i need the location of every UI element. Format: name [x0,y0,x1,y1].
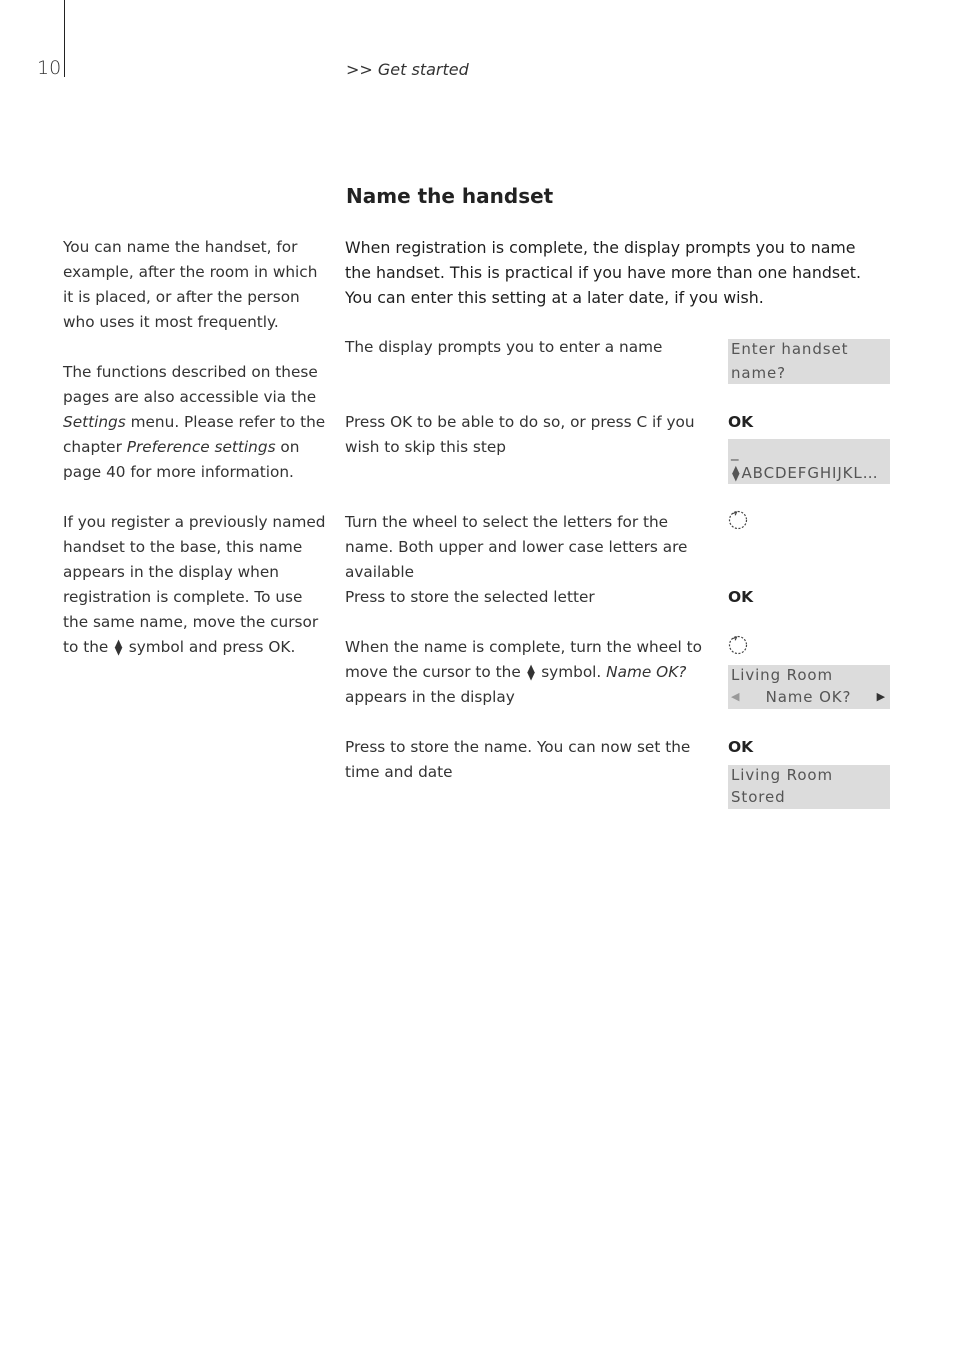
display-enter-name [728,339,890,384]
sidebar-text: menu. Please refer to the chapter [63,413,326,456]
step-text: symbol. [536,663,607,681]
page-title: Name the handset [346,184,554,208]
display-name-ok [728,665,890,709]
display-letter-select [728,439,890,484]
arrow-left-icon: ◀ [731,690,741,703]
sidebar-text: symbol and press OK. [123,638,296,656]
arrow-right-icon: ▶ [876,690,886,703]
step-text: appears in the display [345,688,515,706]
display-letters-row [731,462,890,484]
section-header [346,60,469,79]
section-title: Get started [377,60,469,79]
intro-paragraph: When registration is complete, the display prompts you to name the handset. This is practical if you have more than one handset. You can enter this setting at a later date, if you wish. [345,238,862,307]
step-2-text: Press OK to be able to do so, or press C if you wish to skip this step [345,413,695,456]
lozenge-icon: ⧫ [732,464,741,482]
ok-key-label: OK [728,413,754,431]
step-4-text: Press to store the selected letter [345,588,595,606]
wheel-icon [728,510,748,530]
step-6-text: Press to store the name. You can now set the time and date [345,738,691,781]
display-stored [728,765,890,809]
sidebar-notes [63,235,331,685]
display-line-1: Enter handset [731,340,849,358]
sidebar-text: The functions described on these pages are also accessible via the [63,363,318,406]
display-line-1: Living Room [731,766,833,784]
margin-rule [64,0,65,77]
section-prefix: >> [346,60,378,79]
sidebar-text: on page 40 for more information. [63,438,300,481]
sidebar-paragraph-3 [63,510,331,660]
display-name-ok-row [731,685,890,709]
ok-key-label: OK [728,588,754,606]
name-ok-ref: Name OK? [606,663,687,681]
lozenge-icon: ⧫ [527,663,535,681]
step-text: When the name is complete, turn the wheel to move the cursor to the [345,638,702,681]
step-1-text: The display prompts you to enter a name [345,338,663,356]
display-line-1: Living Room [731,666,833,684]
display-alphabet: ABCDEFGHIJKL… [741,464,879,482]
preference-settings-ref: Preference settings [126,438,276,456]
display-cursor: _ [731,443,740,461]
display-line-2: name? [731,364,787,382]
display-line-2: Stored [731,788,786,806]
display-line-2: Name OK? [765,688,852,706]
sidebar-paragraph-1: You can name the handset, for example, after the room in which it is placed, or after the person who uses it most frequently. [63,238,318,331]
page-number: 10 [37,57,62,79]
wheel-icon [728,635,748,655]
sidebar-paragraph-2 [63,360,331,485]
sidebar-text: If you register a previously named handset to the base, this name appears in the display when registration is complete. To use the same name, move the cursor to the [63,513,326,656]
settings-menu-ref: Settings [63,413,126,431]
step-3-text: Turn the wheel to select the letters for the name. Both upper and lower case letters are available [345,513,688,581]
ok-key-label: OK [728,738,754,756]
step-5-text [345,635,717,710]
lozenge-icon: ⧫ [114,638,123,656]
